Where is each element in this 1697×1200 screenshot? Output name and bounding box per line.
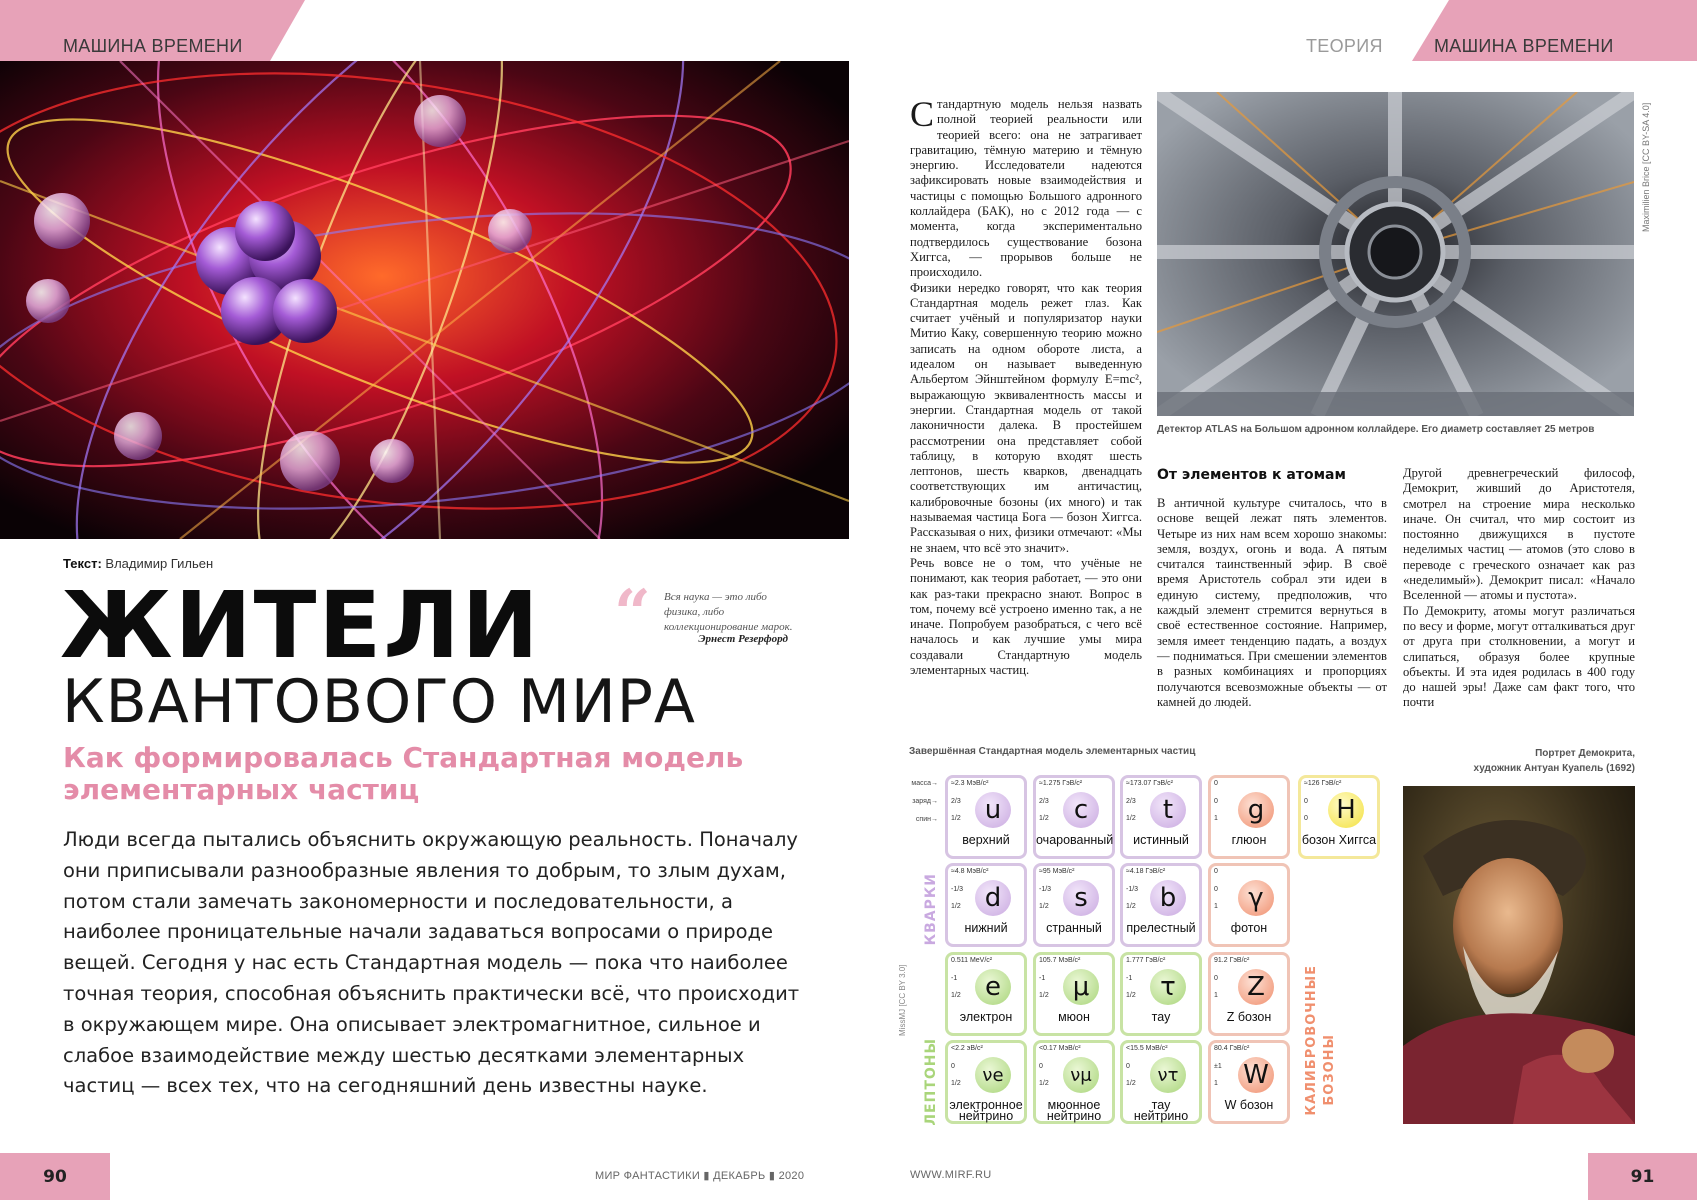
particle-name: странный — [1046, 921, 1102, 935]
particle-symbol: Z — [1238, 969, 1274, 1005]
particle-mass: <15.5 МэВ/c² — [1126, 1045, 1168, 1052]
gauge-bosons-label-line-2: БОЗОНЫ — [1322, 1034, 1337, 1106]
page-number-left: 90 — [0, 1153, 110, 1200]
portrait-caption: Портрет Демокрита, художник Антуан Куапель (1692) — [1473, 748, 1635, 774]
particle-mass: 0 — [1214, 868, 1218, 875]
particle-symbol: s — [1063, 880, 1099, 916]
footer-magazine: МИР ФАНТАСТИКИ ▮ ДЕКАБРЬ ▮ 2020 — [595, 1170, 805, 1182]
particle-cell — [1033, 775, 1115, 859]
particle-name: истинный — [1133, 833, 1189, 847]
particle-mass: <2.2 эВ/c² — [951, 1045, 983, 1052]
particle-charge: 0 — [1214, 798, 1218, 805]
quote-mark-icon: “ — [614, 576, 651, 651]
particle-spin: 1/2 — [1126, 1080, 1136, 1087]
particle-mass: ≈4.8 МэВ/c² — [951, 868, 989, 875]
particle-charge: -1/3 — [1039, 886, 1052, 893]
particle-symbol: τ — [1150, 969, 1186, 1005]
mass-row-label: масса→ — [911, 780, 938, 787]
particle-mass: ≈173.07 ГэВ/c² — [1126, 780, 1174, 787]
particle-cell — [1033, 1040, 1115, 1124]
particle-name: глюон — [1231, 833, 1267, 847]
particle-charge: 2/3 — [1126, 798, 1136, 805]
page-number-right: 91 — [1588, 1153, 1697, 1200]
particle-name: верхний — [962, 833, 1010, 847]
particle-name: очарованный — [1036, 833, 1114, 847]
standard-model-caption: Завершённая Стандартная модель элементарных частиц — [909, 746, 1196, 757]
footer-website: WWW.MIRF.RU — [910, 1169, 992, 1181]
particle-name: прелестный — [1126, 921, 1196, 935]
particle-symbol: b — [1150, 880, 1186, 916]
particle-spin: 1/2 — [951, 1080, 961, 1087]
particle-cell — [1208, 952, 1290, 1036]
particle-spin: 1 — [1214, 992, 1218, 999]
particle-symbol: νe — [975, 1057, 1011, 1093]
running-head-left: МАШИНА ВРЕМЕНИ — [63, 36, 243, 56]
particle-spin: 1 — [1214, 815, 1218, 822]
body-column-3: Другой древнегреческий философ, Демокрит, живший до Аристотеля, смотрел на строение мира несколько иначе. Он считал, что мир состоит из постоянно движущихся в пустоте неделимых частиц — атомов (это слово в переводе с греческого означает как раз «неделимый»). Демокрит писал: «Начало Вселенной — атомы и пустота». По Демокриту, атомы могут различаться по весу и форме, могут отталкиваться друг от друга при столкновении, а могут и слипаться, образуя более крупные объекты. И эта идея родилась в 400 году до нашей эры! Даже сам факт того, что почти — [1403, 466, 1635, 710]
particle-cell — [945, 952, 1027, 1036]
body-column-2: В античной культуре считалось, что в основе вещей лежат пять элементов. Четыре из них нам всем хорошо знакомы: земля, воздух, огонь и вода. А пятым считался таинственный эфир. В своё время Аристотель собрал эти идеи в единую систему, предположив, что каждый элемент стремится вернуться в своё естественное состояние. Например, земля имеет тенденцию падать, а воздух — подниматься. При смешении элементов в разных комбинациях и пропорциях получаются всевозможные объекты — от камней до людей. — [1157, 496, 1387, 709]
particle-charge: 2/3 — [1039, 798, 1049, 805]
particle-name: нижний — [964, 921, 1008, 935]
particle-spin: 0 — [1304, 815, 1308, 822]
particle-mass: 80.4 ГэВ/c² — [1214, 1045, 1250, 1052]
particle-name: мюонное нейтрино — [1046, 1098, 1102, 1123]
particle-spin: 1/2 — [951, 992, 961, 999]
atlas-photo-caption: Детектор ATLAS на Большом адронном коллайдере. Его диаметр составляет 25 метров — [1157, 424, 1595, 435]
article-title-line-1: ЖИТЕЛИ — [60, 572, 541, 679]
particle-charge: -1 — [1039, 975, 1046, 982]
particle-mass: 91.2 ГэВ/c² — [1214, 957, 1250, 964]
spin-row-label: спин→ — [915, 816, 938, 823]
particle-cell — [1208, 863, 1290, 947]
particle-cell — [945, 1040, 1027, 1124]
running-head-right: МАШИНА ВРЕМЕНИ — [1434, 36, 1614, 56]
particle-charge: -1/3 — [1126, 886, 1139, 893]
particle-mass: <0.17 МэВ/c² — [1039, 1045, 1081, 1052]
particle-symbol: e — [975, 969, 1011, 1005]
particle-cell — [1298, 775, 1380, 859]
gauge-bosons-label-line-1: КАЛИБРОВОЧНЫЕ — [1304, 965, 1319, 1116]
particle-cell — [1120, 952, 1202, 1036]
particle-symbol: d — [975, 880, 1011, 916]
particle-spin: 1 — [1214, 1080, 1218, 1087]
pull-quote-author: Эрнест Резерфорд — [698, 633, 788, 645]
democritus-portrait — [1403, 786, 1635, 1124]
particle-name: мюон — [1058, 1010, 1090, 1024]
particle-charge: -1/3 — [951, 886, 964, 893]
byline-label: Текст: — [63, 556, 102, 571]
particle-charge: 2/3 — [951, 798, 961, 805]
democritus-portrait-graphic — [1403, 786, 1635, 1124]
atlas-detector-photo — [1157, 92, 1634, 416]
particle-symbol: ντ — [1150, 1057, 1186, 1093]
article-subtitle: Как формировалась Стандартная модель элементарных частиц — [63, 741, 744, 806]
particle-symbol: γ — [1238, 880, 1274, 916]
particle-name: Z бозон — [1226, 1010, 1272, 1024]
particle-mass: 1.777 ГэВ/c² — [1126, 957, 1166, 964]
article-title-line-2: КВАНТОВОГО МИРА — [62, 667, 696, 737]
particle-name: фотон — [1230, 921, 1268, 935]
particle-name: бозон Хиггса — [1301, 833, 1377, 847]
particle-spin: 1/2 — [1039, 903, 1049, 910]
article-lead: Люди всегда пытались объяснить окружающую реальность. Поначалу они приписывали разнообразные явления то добрым, то злым духам, потом стали замечать закономерности и последовательности, а наиболее проницательные начали задаваться вопросами о природе вещей. Сегодня у нас есть Стандартная модель — пока что наиболее точная теория, способная объяснить практически всё, что происходит в окружающем мире. Она описывает электромагнитное, сильное и слабое взаимодействие между шестью десятками элементарных частиц — всех тех, что на сегодняшний день известны науке. — [63, 828, 800, 1098]
particle-charge: -1 — [951, 975, 958, 982]
particle-symbol: u — [975, 792, 1011, 828]
particle-mass: ≈4.18 ГэВ/c² — [1126, 868, 1166, 875]
drop-cap: С — [910, 94, 935, 134]
particle-symbol: νμ — [1063, 1057, 1099, 1093]
particle-symbol: H — [1328, 792, 1364, 828]
particle-charge: 0 — [1126, 1063, 1130, 1070]
body-column-1-text: тандартную модель нельзя назвать полной теорией реальности или теорией всего: она не затрагивает гравитацию, тёмную материю и тёмную энергию. Исследователи надеются зафиксировать новые взаимодействия и частицы с помощью Большого адронного коллайдера (БАК), но с 2012 года — с момента, когда экспериментально подтвердилось существование бозона Хиггса, — прорывов больше не происходило. Физики нередко говорят, что как теория Стандартная модель режет глаз. Как считает учёный и популяризатор науки Митио Каку, совершенную теорию можно записать на одном обороте листа, а идеалом он называет выведенную Альбертом Эйнштейном формулу E=mc², выражающую эквивалентность массы и энергии. Стандартная модель от такой лаконичности далека. В простейшем рассмотрении она представляет собой таблицу, в которую входят шесть лептонов, шесть кварков, двенадцать соответствующих им античастиц, калибровочные бозоны (их много) и так называемая частица Бога — бозон Хиггса. Рассказывая о них, физики отмечают: «Мы не знаем, что всё это значит». Речь вовсе не о том, что учёные не понимают, как теория работает, — это они как раз-таки прекрасно знают. Вопрос в том, почему всё устроено именно так, а не иначе. Попробуем разобраться, с чего всё началось и как лучшие умы мира создавали Стандартную модель элементарных частиц. — [910, 97, 1142, 677]
particle-spin: 1/2 — [1126, 815, 1136, 822]
particle-name: электрон — [959, 1010, 1013, 1024]
byline — [63, 556, 213, 571]
particle-mass: ≈2.3 МэВ/c² — [951, 780, 989, 787]
particle-cell — [1033, 952, 1115, 1036]
particle-charge: 0 — [1304, 798, 1308, 805]
particle-name: тау нейтрино — [1133, 1098, 1189, 1123]
particle-mass: ≈1.275 ГэВ/c² — [1039, 780, 1083, 787]
particle-spin: 1/2 — [951, 903, 961, 910]
quarks-group-label: КВАРКИ — [923, 873, 939, 946]
hero-atom-illustration — [0, 61, 849, 539]
particle-spin: 1 — [1214, 903, 1218, 910]
particle-cell — [1208, 1040, 1290, 1124]
particle-charge: 0 — [1214, 886, 1218, 893]
particle-charge: 0 — [1214, 975, 1218, 982]
leptons-group-label: ЛЕПТОНЫ — [923, 1038, 939, 1126]
particle-charge: -1 — [1126, 975, 1133, 982]
atlas-detector-graphic — [1157, 92, 1634, 416]
particle-cell — [1033, 863, 1115, 947]
standard-model-credit: MissMJ [CC BY 3.0] — [898, 964, 907, 1036]
particle-charge: ±1 — [1214, 1063, 1222, 1070]
particle-symbol: μ — [1063, 969, 1099, 1005]
particle-mass: ≈126 ГэВ/c² — [1304, 780, 1342, 787]
particle-name: электронное нейтрино — [949, 1098, 1023, 1123]
particle-symbol: t — [1150, 792, 1186, 828]
particle-cell — [945, 863, 1027, 947]
section-heading: От элементов к атомам — [1157, 467, 1346, 483]
atlas-photo-credit: Maximilien Brice [CC BY-SA 4.0] — [1641, 102, 1651, 232]
byline-author: Владимир Гильен — [105, 556, 214, 571]
particle-mass: 105.7 МэВ/c² — [1039, 957, 1081, 964]
particle-symbol: W — [1238, 1057, 1274, 1093]
particle-charge: 0 — [951, 1063, 955, 1070]
particle-cell — [1120, 775, 1202, 859]
running-head-category: ТЕОРИЯ — [1306, 36, 1383, 56]
particle-symbol: g — [1238, 792, 1274, 828]
particle-cell — [1120, 863, 1202, 947]
particle-spin: 1/2 — [1039, 992, 1049, 999]
particle-symbol: c — [1063, 792, 1099, 828]
particle-mass: 0 — [1214, 780, 1218, 787]
particle-cell — [945, 775, 1027, 859]
particle-spin: 1/2 — [1126, 903, 1136, 910]
particle-mass: 0.511 MeV/c² — [951, 957, 993, 964]
particle-spin: 1/2 — [1039, 815, 1049, 822]
particle-name: тау — [1151, 1010, 1171, 1024]
particle-spin: 1/2 — [1039, 1080, 1049, 1087]
atom-illustration-graphic — [0, 61, 849, 539]
particle-name: W бозон — [1224, 1098, 1274, 1112]
body-column-1 — [910, 94, 1142, 678]
particle-spin: 1/2 — [1126, 992, 1136, 999]
particle-mass: ≈95 МэВ/c² — [1039, 868, 1075, 875]
particle-spin: 1/2 — [951, 815, 961, 822]
pull-quote-text: Вся наука — это либо физика, либо коллекционирование марок. — [664, 591, 793, 633]
charge-row-label: заряд→ — [912, 798, 938, 805]
particle-charge: 0 — [1039, 1063, 1043, 1070]
particle-cell — [1120, 1040, 1202, 1124]
particle-cell — [1208, 775, 1290, 859]
